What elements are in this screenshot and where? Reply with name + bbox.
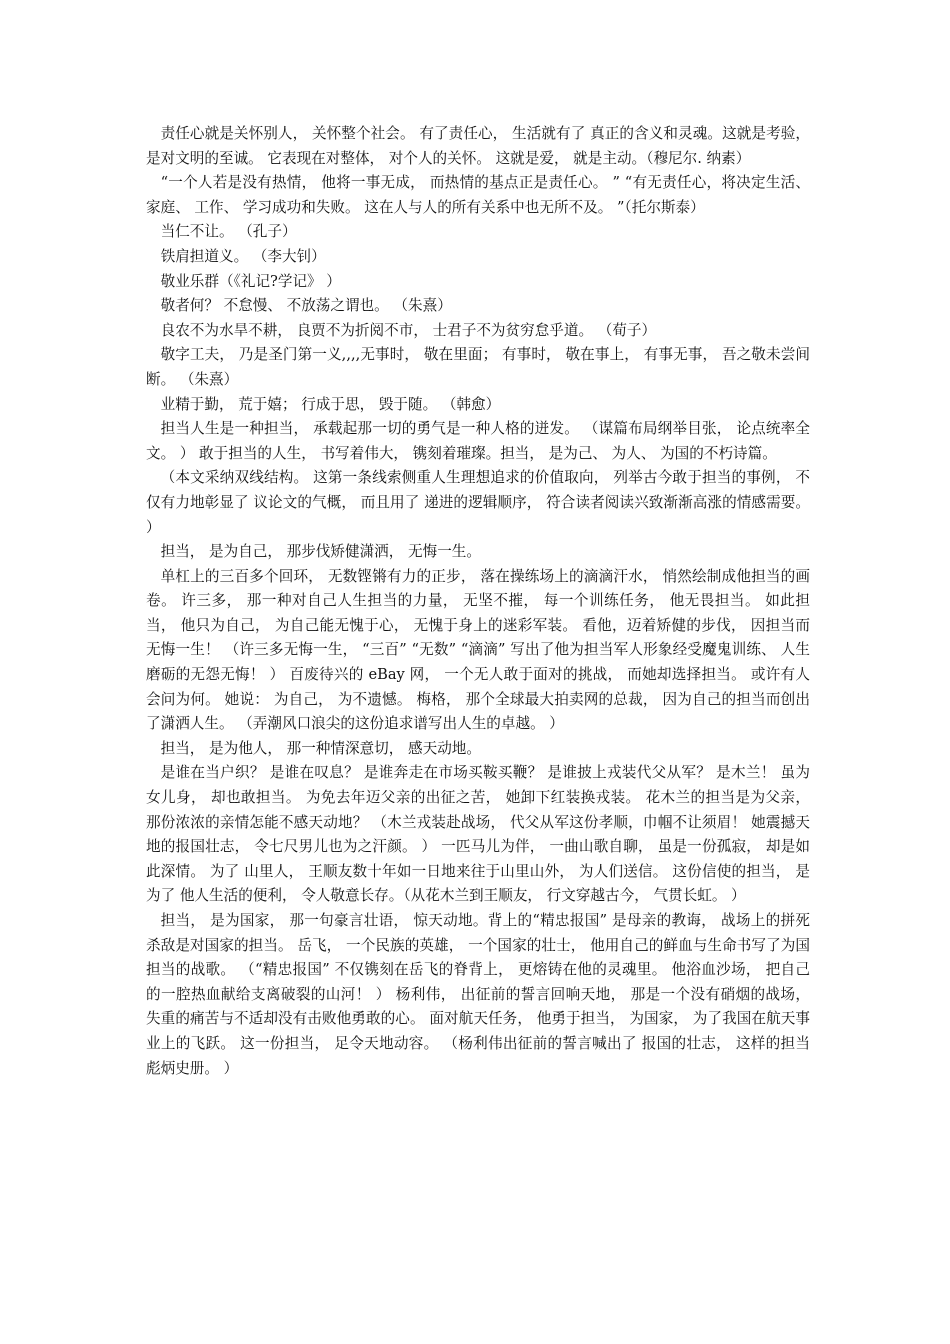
paragraph-zhuxi-quote-2: 敬字工夫， 乃是圣门第一义,,,,无事时， 敬在里面； 有事时， 敬在事上， 有事无事， 吾之敬未尝间断。 （朱熹）: [146, 346, 810, 388]
paragraph-others-heading: 担当， 是为他人， 那一种情深意切， 感天动地。: [160, 739, 481, 757]
paragraph-confucius-quote: 当仁不让。 （孔子）: [160, 223, 297, 241]
document-page: [146, 122, 810, 1081]
paragraph-essay-intro: 担当人生是一种担当， 承载起那一切的勇气是一种人格的迸发。 （谋篇布局纲举目张， 论点统率全文。 ） 敢于担当的人生， 书写着伟大， 镌刻着璀璨。担当， 是为己、 为人、 为国的不朽诗篇。: [146, 420, 810, 462]
paragraph-li-dazhao-quote: 铁肩担道义。 （李大钊）: [160, 247, 326, 265]
paragraph-zhuxi-quote-1: 敬者何？ 不怠慢、 不放荡之谓也。 （朱熹）: [160, 297, 452, 315]
paragraph-liji-quote: 敬业乐群（《礼记?学记》 ）: [160, 272, 341, 290]
paragraph-others-examples: 是谁在当户织？ 是谁在叹息？ 是谁奔走在市场买鞍买鞭？ 是谁披上戎装代父从军？ 是木兰！ 虽为女儿身， 却也敢担当。 为免去年迈父亲的出征之苦， 她卸下红装换戎装。 花木兰的担当是为父亲， 那份浓浓的亲情怎能不感天动地？ （木兰戎装赴战场， 代父从军这份孝顺，巾帼不让须眉！ 她震撼天地的报国壮志， 令七尺男儿也为之汗颜。 ） 一匹马儿为伴， 一曲山歌自聊， 虽是一份孤寂， 却是如此深情。 为了 山里人， 王顺友数十年如一日地来往于山里山外， 为人们送信。 这份信使的担当， 是为了 他人生活的便利， 令人敬意长存。（从花木兰到王顺友， 行文穿越古今， 气贯长虹。 ）: [146, 764, 810, 905]
paragraph-country-examples: 担当， 是为国家， 那一句豪言壮语， 惊天动地。背上的“精忠报国” 是母亲的教诲， 战场上的拼死杀敌是对国家的担当。 岳飞， 一个民族的英雄， 一个国家的壮士， 他用自己的鲜血与生命书写了为国担当的战歌。 （“精忠报国” 不仅镌刻在岳飞的脊背上， 更熔铸在他的灵魂里。 他浴血沙场， 把自己的一腔热血献给支离破裂的山河！ ） 杨利伟， 出征前的誓言回响天地， 那是一个没有硝烟的战场， 失重的痛苦与不适却没有击败他勇敢的心。 面对航天任务， 他勇于担当， 为国家， 为了我国在航天事业上的飞跃。 这一份担当， 足令天地动容。 （杨利伟出征前的誓言喊出了 报国的壮志， 这样的担当彪炳史册。 ）: [146, 912, 810, 1077]
paragraph-structure-comment: （本文采纳双线结构。 这第一条线索侧重人生理想追求的价值取向， 列举古今敢于担当的事例， 不仅有力地彰显了 议论文的气概， 而且用了 递进的逻辑顺序， 符合读者阅读兴致渐渐高涨的情感需要。 ）: [146, 469, 810, 536]
paragraph-self-examples: 单杠上的三百多个回环， 无数铿锵有力的正步， 落在操练场上的滴滴汗水， 悄然绘制成他担当的画卷。 许三多， 那一种对自己人生担当的力量， 无坚不摧， 每一个训练任务， 他无畏担当。 如此担当， 他只为自己， 为自己能无愧于心， 无愧于身上的迷彩军装。 看他，迈着矫健的步伐， 因担当而无悔一生！ （许三多无悔一生， “三百” “无数” “滴滴” 写出了他为担当军人形象经受魔鬼训练、 人生磨砺的无怨无悔！ ） 百废待兴的 eBay 网， 一个无人敢于面对的挑战， 而她却选择担当。 或许有人会问为何。 她说： 为自己， 为不遗憾。 梅格， 那个全球最大拍卖网的总裁， 因为自己的担当而创出了潇洒人生。 （弄潮风口浪尖的这份追求谱写出人生的卓越。 ）: [146, 567, 810, 733]
paragraph-self-heading: 担当， 是为自己， 那步伐矫健潇洒， 无悔一生。: [160, 543, 481, 561]
paragraph-xunzi-quote: 良农不为水旱不耕， 良贾不为折阅不市， 士君子不为贫穷怠乎道。 （荀子）: [160, 321, 657, 339]
paragraph-tolstoy-quote: “一个人若是没有热情， 他将一事无成， 而热情的基点正是责任心。 ” “有无责任心，将决定生活、 家庭、 工作、 学习成功和失败。 这在人与人的所有关系中也无所不及。 ”（托尔斯泰）: [146, 174, 810, 216]
paragraph-responsibility-quote: 责任心就是关怀别人， 关怀整个社会。 有了责任心， 生活就有了 真正的含义和灵魂。这就是考验， 是对文明的至诚。 它表现在对整体， 对个人的关怀。 这就是爱， 就是主动。（穆尼尔. 纳素）: [146, 125, 810, 167]
paragraph-hanyu-quote: 业精于勤， 荒于嬉； 行成于思， 毁于随。 （韩愈）: [160, 395, 501, 413]
